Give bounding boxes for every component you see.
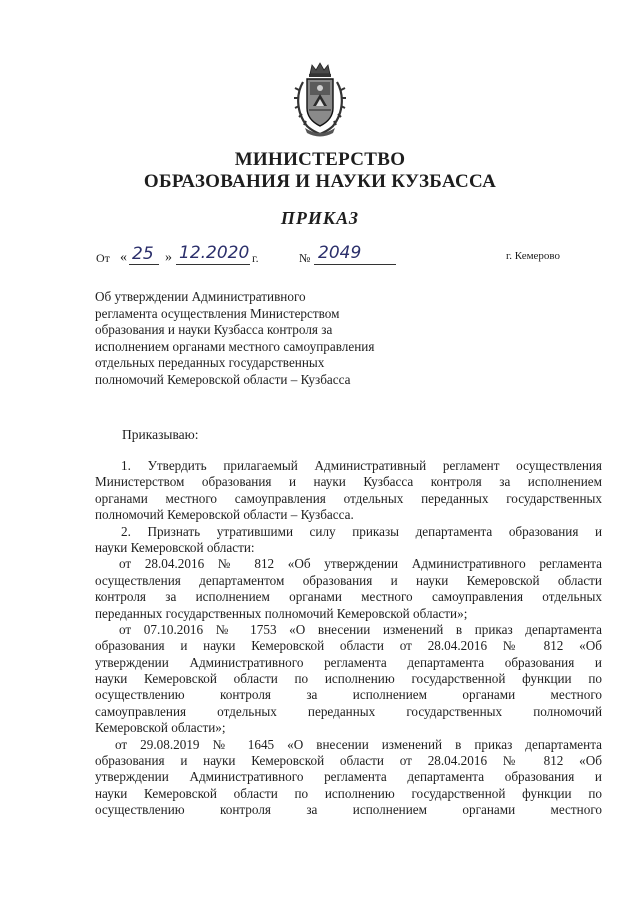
body-line: Министерством образования и науки Кузбасса контроля за исполнением [95, 474, 602, 490]
subject-line: полномочий Кемеровской области – Кузбасса [95, 371, 351, 387]
number-sign: № [299, 251, 311, 265]
ministry-name-line2: ОБРАЗОВАНИЯ И НАУКИ КУЗБАССА [143, 171, 497, 192]
body-line: от 28.04.2016 № 812 «Об утверждении Административного регламента [119, 556, 602, 572]
body-line: переданных государственных полномочий Кемеровской области»; [95, 605, 468, 621]
body-line: образования и науки Кемеровской области от 28.04.2016 № 812 «Об [95, 638, 602, 654]
body-line: образования и науки Кемеровской области от 28.04.2016 № 812 «Об [95, 753, 602, 769]
body-line: самоуправления отдельных переданных государственных полномочий [95, 703, 602, 719]
body-line: контроля за исполнением органами местного самоуправления отдельных [95, 589, 602, 605]
body-line: утверждении Административного регламента департамента образования и [95, 654, 602, 670]
coat-of-arms-emblem [293, 60, 347, 140]
body-line: полномочий Кемеровской области – Кузбасса. [95, 507, 354, 523]
date-day-underline [129, 264, 159, 265]
document-type-title: ПРИКАЗ [280, 208, 360, 228]
date-close-quote: » [165, 250, 172, 265]
date-year-suffix: г. [252, 251, 259, 265]
body-line: органами местного самоуправления отдельных переданных государственных [95, 490, 602, 506]
subject-line: образования и науки Кузбасса контроля за [95, 322, 333, 338]
city-name: г. Кемерово [506, 250, 561, 262]
body-line: науки Кемеровской области: [95, 539, 255, 555]
subject-line: Об утверждении Административного [95, 289, 306, 304]
order-directive-word: Приказываю: [122, 427, 199, 442]
body-line: 1. Утвердить прилагаемый Административный регламент осуществления [121, 458, 602, 473]
body-line: 2. Признать утратившими силу приказы департамента образования и [121, 523, 602, 539]
date-month-year-handwritten: 12.2020 [179, 243, 250, 263]
order-subject [95, 289, 435, 389]
body-line: Кемеровской области»; [95, 720, 226, 736]
date-from-prefix: От [96, 251, 110, 265]
body-line: осуществления департаментом образования и науки Кемеровской области [95, 572, 602, 588]
date-open-quote: « [120, 250, 127, 265]
ministry-name-line1: МИНИСТЕРСТВО [234, 149, 406, 170]
body-line: от 07.10.2016 № 1753 «О внесении изменений в приказ департамента [119, 621, 602, 637]
body-line: от 29.08.2019 № 1645 «О внесении изменений в приказ департамента [115, 736, 602, 752]
date-day-handwritten: 25 [132, 244, 154, 264]
body-line: науки Кемеровской области по исполнению государственной функции по [95, 671, 602, 687]
date-month-underline [176, 264, 250, 265]
body-line: осуществлению контроля за исполнением органами местного [95, 687, 602, 703]
order-number-underline [314, 264, 396, 265]
body-line: осуществлению контроля за исполнением органами местного [95, 802, 602, 818]
order-body [95, 458, 602, 819]
order-number-handwritten: 2049 [318, 243, 362, 263]
subject-line: исполнением органами местного самоуправления [95, 338, 375, 354]
subject-line: отдельных переданных государственных [95, 355, 325, 371]
subject-line: регламента осуществления Министерством [95, 305, 340, 321]
body-line: утверждении Административного регламента департамента образования и [95, 769, 602, 785]
body-line: науки Кемеровской области по исполнению государственной функции по [95, 785, 602, 801]
